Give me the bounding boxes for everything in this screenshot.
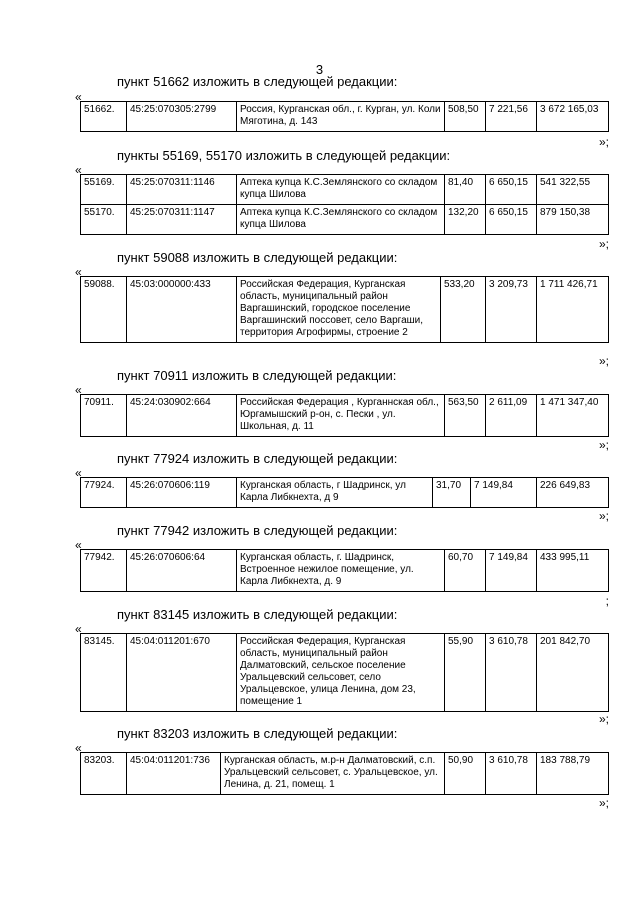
- address: Российская Федерация, Курганская область, муниципальный район Далматовский, сельское поселение Уральцевский сельсовет, село Уральцевское, улица Ленина, дом 23, помещение 1: [237, 634, 445, 712]
- total-value: 183 788,79: [537, 753, 609, 795]
- table-row: [81, 478, 609, 508]
- total-value: 201 842,70: [537, 634, 609, 712]
- area: 533,20: [441, 277, 486, 343]
- cadastral-number: 45:24:030902:664: [127, 395, 237, 437]
- property-table: [80, 752, 609, 795]
- table-row: [81, 175, 609, 205]
- total-value: 226 649,83: [537, 478, 609, 508]
- property-table: [80, 276, 609, 343]
- address: Российская Федерация, Курганская область, муниципальный район Варгашинский, городское поселение Варгашинский поссовет, село Варгаши, территория Агрофирмы, строение 2: [237, 277, 441, 343]
- closing-quote: »;: [598, 796, 609, 810]
- item-number: 70911.: [81, 395, 127, 437]
- section-heading: пункт 83145 изложить в следующей редакции:: [117, 607, 398, 622]
- address: Аптека купца К.С.Землянского со складом купца Шилова: [237, 175, 445, 205]
- area: 132,20: [445, 205, 486, 235]
- table-row: [81, 634, 609, 712]
- cadastral-number: 45:25:070305:2799: [127, 102, 237, 132]
- item-number: 77942.: [81, 550, 127, 592]
- table-row: [81, 550, 609, 592]
- closing-quote: »;: [598, 237, 609, 251]
- table-row: [81, 205, 609, 235]
- area: 563,50: [445, 395, 486, 437]
- closing-quote: »;: [598, 135, 609, 149]
- total-value: 3 672 165,03: [537, 102, 609, 132]
- unit-value: 6 650,15: [486, 205, 537, 235]
- cadastral-number: 45:26:070606:64: [127, 550, 237, 592]
- total-value: 433 995,11: [537, 550, 609, 592]
- table-row: [81, 395, 609, 437]
- address: Россия, Курганская обл., г. Курган, ул. Коли Мяготина, д. 143: [237, 102, 445, 132]
- closing-quote: »;: [598, 712, 609, 726]
- closing-quote: »;: [598, 438, 609, 452]
- section-heading: пункт 70911 изложить в следующей редакции:: [117, 368, 397, 383]
- table-row: [81, 277, 609, 343]
- unit-value: 3 209,73: [486, 277, 537, 343]
- total-value: 541 322,55: [537, 175, 609, 205]
- item-number: 51662.: [81, 102, 127, 132]
- unit-value: 2 611,09: [486, 395, 537, 437]
- page-number: 3: [315, 62, 324, 77]
- opening-quote: «: [75, 466, 82, 480]
- table-row: [81, 753, 609, 795]
- closing-quote: »;: [598, 509, 609, 523]
- unit-value: 7 149,84: [471, 478, 537, 508]
- cadastral-number: 45:04:011201:670: [127, 634, 237, 712]
- unit-value: 6 650,15: [486, 175, 537, 205]
- cadastral-number: 45:03:000000:433: [127, 277, 237, 343]
- address: Курганская область, г. Шадринск, Встроенное нежилое помещение, ул. Карла Либкнехта, д. 9: [237, 550, 445, 592]
- address: Аптека купца К.С.Землянского со складом купца Шилова: [237, 205, 445, 235]
- closing-quote: ;: [605, 594, 609, 608]
- unit-value: 3 610,78: [486, 753, 537, 795]
- address: Российская Федерация , Курганнская обл., Юргамышский р-он, с. Пески , ул. Школьная, д. 11: [237, 395, 445, 437]
- closing-quote: »;: [598, 354, 609, 368]
- section-heading: пункт 51662 изложить в следующей редакции:: [117, 74, 398, 89]
- opening-quote: «: [75, 163, 82, 177]
- opening-quote: «: [75, 741, 82, 755]
- unit-value: 3 610,78: [486, 634, 537, 712]
- property-table: [80, 174, 609, 235]
- opening-quote: «: [75, 265, 82, 279]
- opening-quote: «: [75, 622, 82, 636]
- area: 55,90: [445, 634, 486, 712]
- property-table: [80, 394, 609, 437]
- opening-quote: «: [75, 90, 82, 104]
- area: 50,90: [445, 753, 486, 795]
- cadastral-number: 45:25:070311:1146: [127, 175, 237, 205]
- item-number: 83203.: [81, 753, 127, 795]
- property-table: [80, 549, 609, 592]
- area: 508,50: [445, 102, 486, 132]
- section-heading: пункт 59088 изложить в следующей редакции:: [117, 250, 398, 265]
- property-table: [80, 101, 609, 132]
- item-number: 83145.: [81, 634, 127, 712]
- cadastral-number: 45:04:011201:736: [127, 753, 221, 795]
- section-heading: пункты 55169, 55170 изложить в следующей редакции:: [117, 148, 451, 163]
- item-number: 55170.: [81, 205, 127, 235]
- item-number: 77924.: [81, 478, 127, 508]
- cadastral-number: 45:26:070606:119: [127, 478, 237, 508]
- item-number: 55169.: [81, 175, 127, 205]
- area: 60,70: [445, 550, 486, 592]
- total-value: 1 471 347,40: [537, 395, 609, 437]
- address: Курганская область, м.р-н Далматовский, с.п. Уральцевский сельсовет, с. Уральцевское, ул. Ленина, д. 21, помещ. 1: [221, 753, 445, 795]
- unit-value: 7 149,84: [486, 550, 537, 592]
- table-row: [81, 102, 609, 132]
- area: 31,70: [433, 478, 471, 508]
- total-value: 1 711 426,71: [537, 277, 609, 343]
- property-table: [80, 633, 609, 712]
- property-table: [80, 477, 609, 508]
- cadastral-number: 45:25:070311:1147: [127, 205, 237, 235]
- address: Курганская область, г Шадринск, ул Карла Либкнехта, д 9: [237, 478, 433, 508]
- total-value: 879 150,38: [537, 205, 609, 235]
- unit-value: 7 221,56: [486, 102, 537, 132]
- item-number: 59088.: [81, 277, 127, 343]
- opening-quote: «: [75, 383, 82, 397]
- opening-quote: «: [75, 538, 82, 552]
- section-heading: пункт 83203 изложить в следующей редакции:: [117, 726, 398, 741]
- section-heading: пункт 77924 изложить в следующей редакции:: [117, 451, 398, 466]
- section-heading: пункт 77942 изложить в следующей редакции:: [117, 523, 398, 538]
- area: 81,40: [445, 175, 486, 205]
